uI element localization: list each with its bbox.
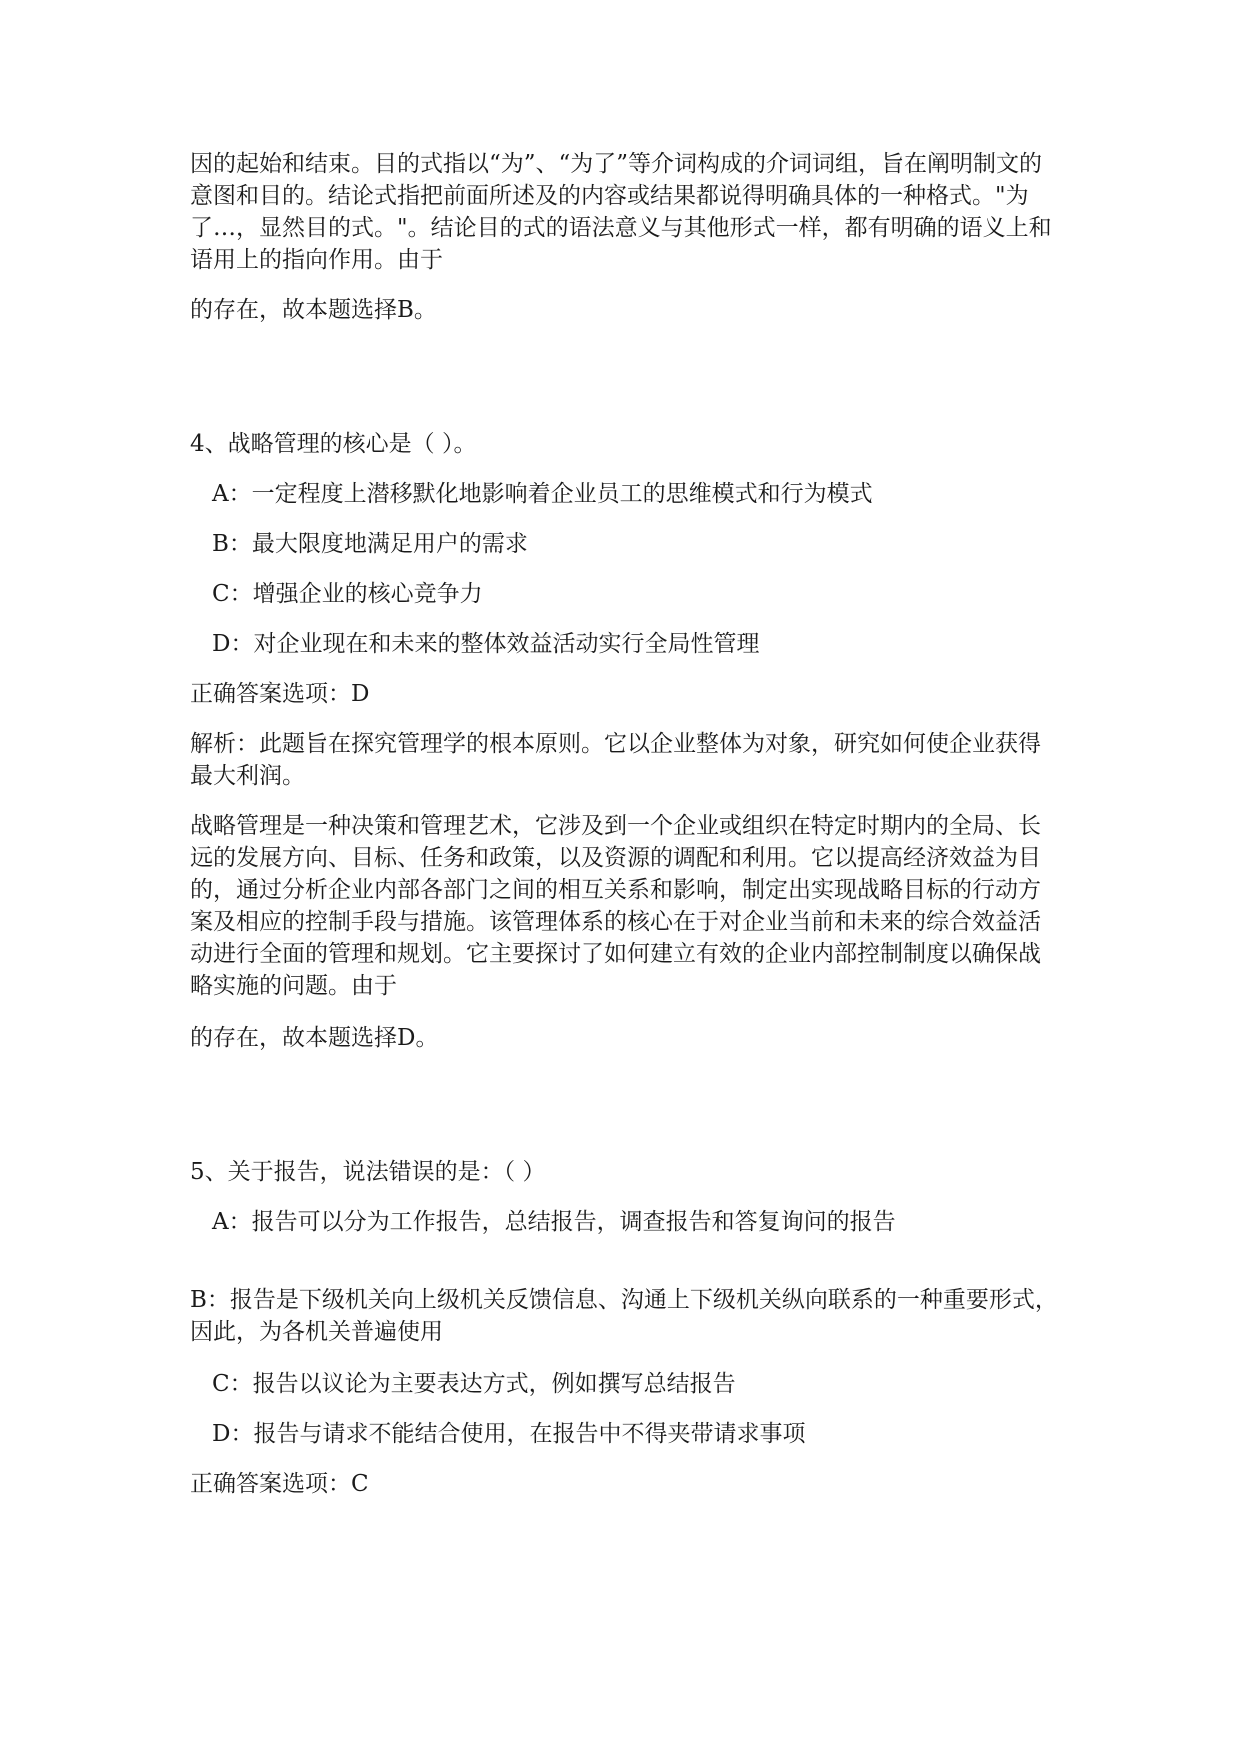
- question-4-analysis-intro: 解析：此题旨在探究管理学的根本原则。它以企业整体为对象，研究如何使企业获得最大利润。: [190, 731, 1041, 789]
- question-5-option-a: A：报告可以分为工作报告，总结报告，调查报告和答复询问的报告: [212, 1209, 896, 1235]
- question-5-option-c: C：报告以议论为主要表达方式，例如撰写总结报告: [212, 1371, 736, 1397]
- question-4-answer: 正确答案选项：D: [190, 681, 370, 707]
- question-4-conclusion: 的存在，故本题选择D。: [190, 1025, 439, 1051]
- prev-conclusion-paragraph: 的存在，故本题选择B。: [190, 297, 437, 323]
- question-5-option-d: D：报告与请求不能结合使用，在报告中不得夹带请求事项: [212, 1421, 806, 1447]
- question-5-title: 5、关于报告，说法错误的是：（ ）: [190, 1159, 546, 1185]
- question-4-option-c: C：增强企业的核心竞争力: [212, 581, 483, 607]
- prev-explanation-paragraph: 因的起始和结束。目的式指以“为”、“为了”等介词构成的介词词组，旨在阐明制文的意图和目的。结论式指把前面所述及的内容或结果都说得明确具体的一种格式。"为了…，显然目的式。"。结论目的式的语法意义与其他形式一样，都有明确的语义上和语用上的指向作用。由于: [190, 151, 1052, 273]
- question-4-title: 4、战略管理的核心是（ ）。: [190, 431, 477, 457]
- question-5-option-b: B：报告是下级机关向上级机关反馈信息、沟通上下级机关纵向联系的一种重要形式，因此，为各机关普遍使用: [190, 1287, 1058, 1345]
- question-4-analysis-body: 战略管理是一种决策和管理艺术，它涉及到一个企业或组织在特定时期内的全局、长远的发展方向、目标、任务和政策，以及资源的调配和利用。它以提高经济效益为目的，通过分析企业内部各部门之间的相互关系和影响，制定出实现战略目标的行动方案及相应的控制手段与措施。该管理体系的核心在于对企业当前和未来的综合效益活动进行全面的管理和规划。它主要探讨了如何建立有效的企业内部控制制度以确保战略实施的问题。由于: [190, 813, 1041, 999]
- question-4-option-d: D：对企业现在和未来的整体效益活动实行全局性管理: [212, 631, 760, 657]
- question-4-option-b: B：最大限度地满足用户的需求: [212, 531, 528, 557]
- question-4-option-a: A：一定程度上潜移默化地影响着企业员工的思维模式和行为模式: [212, 481, 873, 507]
- question-5-answer: 正确答案选项：C: [190, 1471, 369, 1497]
